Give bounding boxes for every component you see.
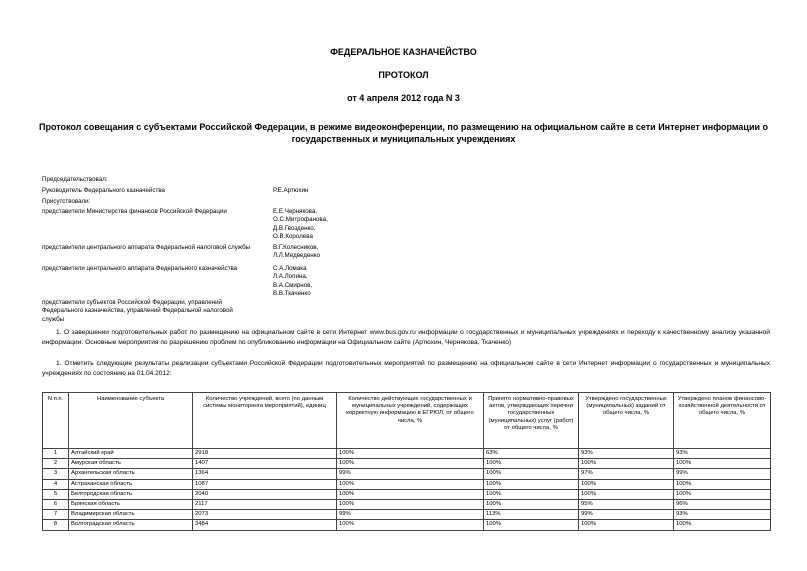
table-cell: 3 [43, 469, 69, 479]
table-cell: 97% [579, 469, 674, 479]
attendee-name: В.Г.Колесников, [273, 244, 319, 251]
table-cell: Астраханская область [69, 479, 193, 489]
table-cell: 113% [484, 510, 579, 520]
attendee-name: Л.А.Лопина, [273, 273, 308, 281]
attendee-name: В.В.Ткаченко [273, 290, 311, 298]
table-cell: 8 [43, 520, 69, 530]
attendee-name: О.В.Королева [273, 233, 313, 241]
table-cell: Владимирская область [69, 510, 193, 520]
table-cell: 99% [579, 510, 674, 520]
table-cell: 2 [43, 459, 69, 469]
table-cell: 95% [579, 499, 674, 509]
table-cell: 5 [43, 489, 69, 499]
table-cell: 99% [674, 469, 771, 479]
doc-date-number: от 4 апреля 2012 года N 3 [347, 93, 460, 103]
paragraph-agenda-item: 1. О завершении подготовительных работ по размещению на официальном сайте в сети Интернет www.bus.gov.ru информации о государственных и муниципальных учреждениях и переходу к качественному анализу указанной информации. Основные мероприятия по разрешению проблем по опубликованию информации на Официальном сайте (Артюхин, Чернякова, Ткаченко) [42, 329, 770, 346]
column-header: Количество учреждений, всего (по данным системы мониторинга мероприятий), единиц [193, 393, 337, 449]
table-cell: Алтайский край [69, 449, 193, 459]
table-cell: 3484 [193, 520, 337, 530]
chaired-label: Председательствовал: [42, 176, 108, 183]
regional-reps-line: Федерального казначейства, управлений Федеральной налоговой [42, 307, 233, 315]
table-cell: 1087 [193, 479, 337, 489]
table-cell: 100% [484, 520, 579, 530]
results-table [42, 392, 771, 531]
table-cell: 1 [43, 449, 69, 459]
table-cell: 100% [484, 479, 579, 489]
column-header: N п.п. [43, 393, 69, 449]
attendee-group-role: представители центрального аппарата Федерального казначейства [42, 265, 238, 272]
attendee-name: С.А.Ломака [273, 265, 307, 272]
table-cell: 1364 [193, 469, 337, 479]
table-cell: 96% [674, 499, 771, 509]
attendee-group-names [273, 244, 320, 261]
column-header: Принято нормативно-правовых актов, утверждающих перечни государственных (муниципальных) услуг (работ) от общего числа, % [484, 393, 579, 449]
attendee-group-role: представители центрального аппарата Федеральной налоговой службы [42, 244, 251, 251]
org-title: ФЕДЕРАЛЬНОЕ КАЗНАЧЕЙСТВО [330, 47, 477, 57]
table-cell: 99% [337, 510, 484, 520]
column-header: Утверждено государственных (муниципальных) заданий от общего числа, % [579, 393, 674, 449]
column-header: Количество действующих государственных и муниципальных учреждений, содержащих корректную информацию в ЕГРЮЛ, от общего числа, % [337, 393, 484, 449]
present-label: Присутствовали: [42, 198, 91, 205]
table-cell: 2918 [193, 449, 337, 459]
table-row [43, 479, 771, 489]
table-cell: 63% [484, 449, 579, 459]
attendee-name: Е.Е.Чернякова, [273, 208, 318, 215]
attendee-group-role: представители Министерства финансов Российской Федерации [42, 208, 227, 215]
table-cell: 100% [484, 459, 579, 469]
regional-reps-line: представители субъектов Российской Федерации, управлений [42, 299, 223, 306]
regional-representatives [42, 299, 233, 324]
table-row [43, 459, 771, 469]
regional-reps-line: службы [42, 315, 65, 323]
table-row [43, 449, 771, 459]
table-row [43, 499, 771, 509]
table-cell: 7 [43, 510, 69, 520]
table-header-row [43, 393, 771, 449]
table-cell: 100% [337, 489, 484, 499]
table-cell: 100% [674, 489, 771, 499]
table-cell: 93% [674, 510, 771, 520]
table-cell: 100% [674, 520, 771, 530]
attendee-group-names [273, 265, 312, 299]
table-cell: 100% [337, 479, 484, 489]
table-cell: Архангельская область [69, 469, 193, 479]
table-cell: 93% [674, 449, 771, 459]
table-cell: 100% [484, 469, 579, 479]
attendee-name: Д.В.Гвозденко, [273, 224, 316, 232]
table-cell: Брянская область [69, 499, 193, 509]
table-row [43, 469, 771, 479]
table-cell: 99% [337, 469, 484, 479]
table-cell: 100% [579, 459, 674, 469]
table-cell: 4 [43, 479, 69, 489]
chair-role: Руководитель Федерального казначейства [42, 187, 165, 194]
table-cell: 1407 [193, 459, 337, 469]
table-row [43, 520, 771, 530]
table-cell: Белгородская область [69, 489, 193, 499]
attendee-name: О.С.Митрофанова, [273, 216, 328, 224]
table-row [43, 510, 771, 520]
table-cell: 100% [337, 459, 484, 469]
attendee-name: Л.Л.Медведенко [273, 252, 320, 260]
table-cell: 100% [484, 499, 579, 509]
paragraph-results-intro: 1. Отметить следующие результаты реализации субъектами Российской Федерации подготовительных мероприятий по размещению на официальном сайте в сети Интернет информации о государственных и муниципальных учреждениях по состоянию на 01.04.2012: [42, 360, 770, 377]
table-cell: 100% [579, 479, 674, 489]
table-cell: 100% [484, 489, 579, 499]
table-cell: 100% [674, 459, 771, 469]
table-cell: 100% [579, 520, 674, 530]
protocol-subject: Протокол совещания с субъектами Российской Федерации, в режиме видеоконференции, по размещению на официальном сайте в сети Интернет информации о государственных и муниципальных учреждениях [38, 122, 769, 144]
doc-type-title: ПРОТОКОЛ [378, 70, 429, 80]
table-cell: 93% [579, 449, 674, 459]
attendee-group-names [273, 208, 328, 242]
table-cell: 100% [337, 499, 484, 509]
table-cell: 2040 [193, 489, 337, 499]
table-row [43, 489, 771, 499]
attendee-name: В.А.Смирнов, [273, 281, 313, 289]
table-cell: 100% [579, 489, 674, 499]
table-cell: 100% [674, 479, 771, 489]
table-cell: 100% [337, 449, 484, 459]
chair-name: Р.Е.Артюхин [273, 187, 309, 194]
table-cell: 2073 [193, 510, 337, 520]
table-cell: Амурская область [69, 459, 193, 469]
table-cell: 6 [43, 499, 69, 509]
table-cell: Волгоградская область [69, 520, 193, 530]
table-cell: 100% [337, 520, 484, 530]
column-header: Утверждено планов финансово-хозяйственной деятельности от общего числа, % [674, 393, 771, 449]
table-cell: 2117 [193, 499, 337, 509]
column-header: Наименование субъекта [69, 393, 193, 449]
